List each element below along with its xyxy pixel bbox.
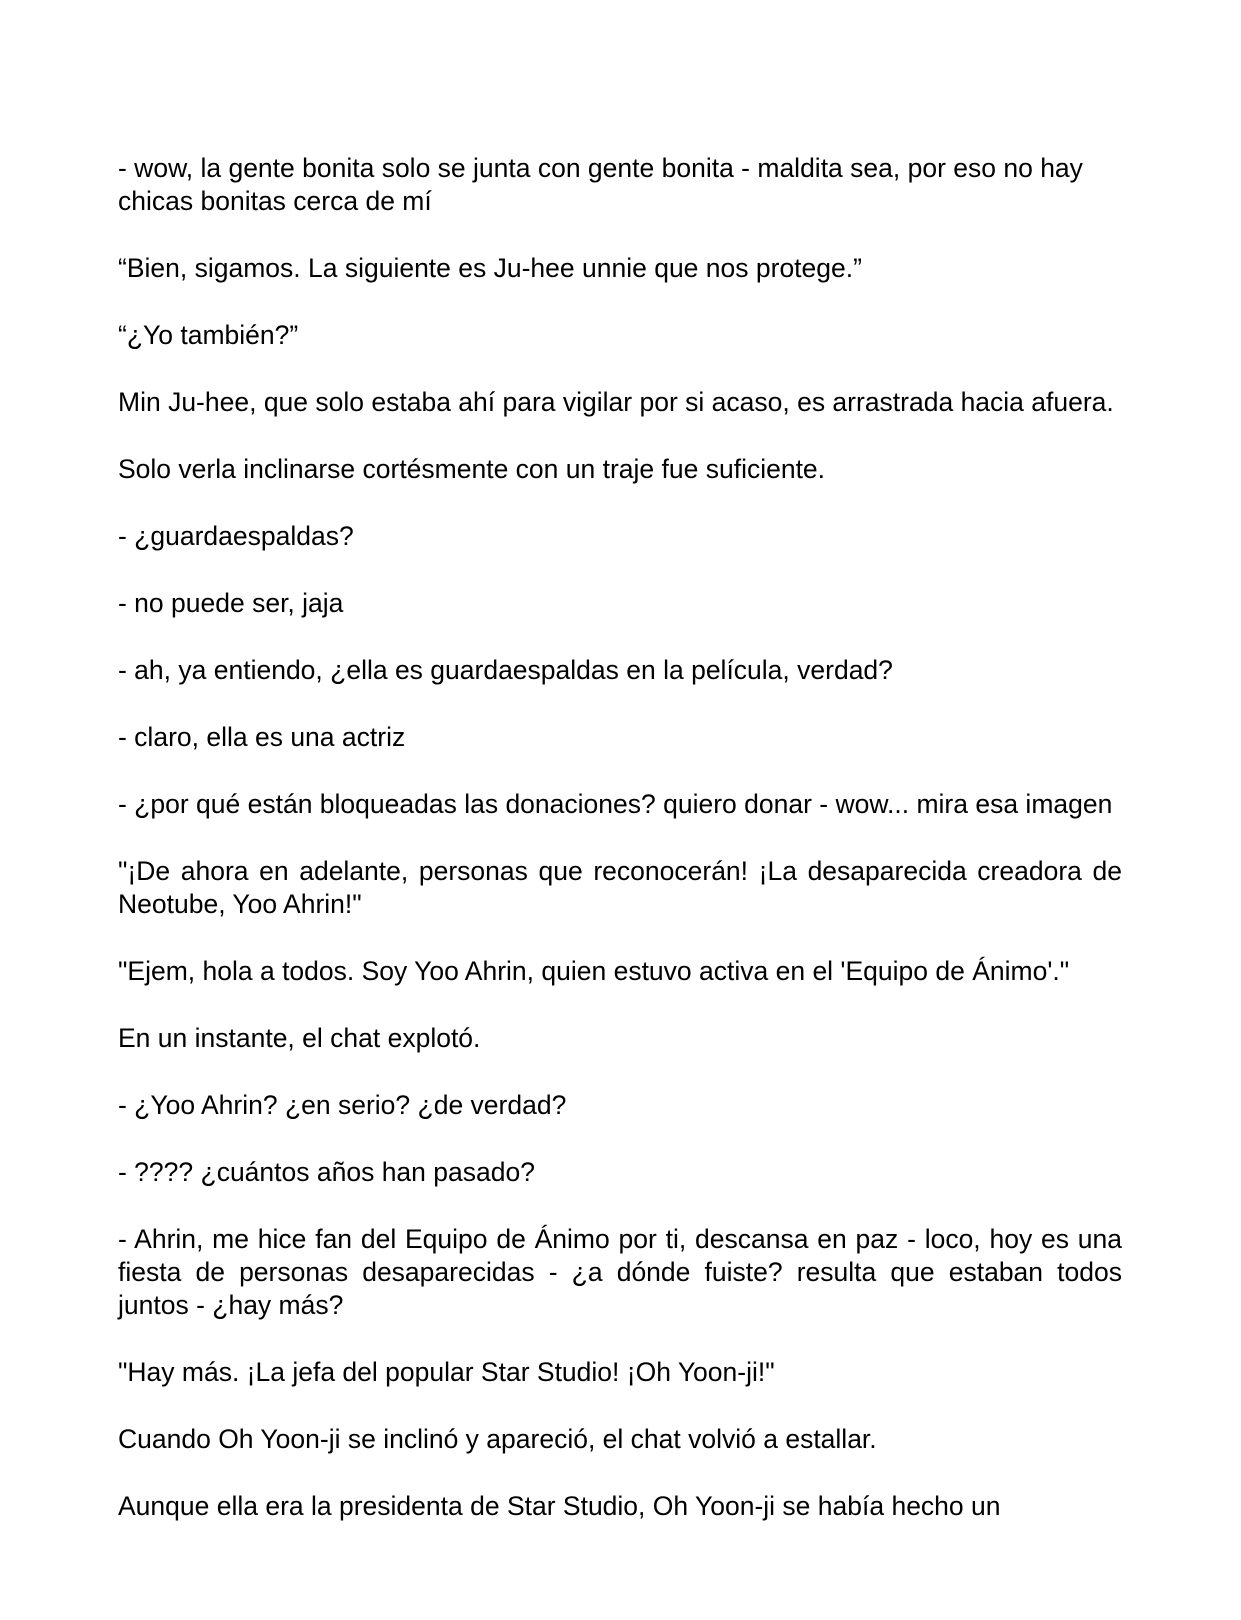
chat-line: - claro, ella es una actriz bbox=[118, 722, 406, 752]
chat-line: - ???? ¿cuántos años han pasado? bbox=[118, 1157, 535, 1187]
narration-paragraph: Solo verla inclinarse cortésmente con un traje fue suficiente. bbox=[118, 454, 826, 484]
chat-line: - wow, la gente bonita solo se junta con gente bonita - maldita sea, por eso no hay chicas bonitas cerca de mí bbox=[118, 153, 1083, 216]
chat-line: - ¿por qué están bloqueadas las donaciones? quiero donar - wow... mira esa imagen bbox=[118, 789, 1113, 819]
chat-line: - no puede ser, jaja bbox=[118, 588, 344, 618]
narration-paragraph: Min Ju-hee, que solo estaba ahí para vigilar por si acaso, es arrastrada hacia afuera. bbox=[118, 387, 1114, 417]
dialogue-paragraph: "¡De ahora en adelante, personas que reconocerán! ¡La desaparecida creadora de Neotube, Yoo Ahrin!" bbox=[118, 856, 1122, 919]
chat-line: - Ahrin, me hice fan del Equipo de Ánimo por ti, descansa en paz - loco, hoy es una fiesta de personas desaparecidas - ¿a dónde fuiste? resulta que estaban todos juntos - ¿hay más? bbox=[118, 1224, 1122, 1320]
dialogue-paragraph: "Ejem, hola a todos. Soy Yoo Ahrin, quien estuvo activa en el 'Equipo de Ánimo'." bbox=[118, 956, 1070, 986]
chat-line: - ah, ya entiendo, ¿ella es guardaespaldas en la película, verdad? bbox=[118, 655, 893, 685]
narration-paragraph: Aunque ella era la presidenta de Star Studio, Oh Yoon-ji se había hecho un bbox=[118, 1491, 1001, 1521]
narration-paragraph: En un instante, el chat explotó. bbox=[118, 1023, 481, 1053]
document-body bbox=[118, 152, 1122, 1557]
dialogue-paragraph: "Hay más. ¡La jefa del popular Star Studio! ¡Oh Yoon-ji!" bbox=[118, 1357, 775, 1387]
dialogue-paragraph: “Bien, sigamos. La siguiente es Ju-hee unnie que nos protege.” bbox=[118, 253, 862, 283]
dialogue-paragraph: “¿Yo también?” bbox=[118, 320, 299, 350]
narration-paragraph: Cuando Oh Yoon-ji se inclinó y apareció, el chat volvió a estallar. bbox=[118, 1424, 877, 1454]
chat-line: - ¿guardaespaldas? bbox=[118, 521, 354, 551]
chat-line: - ¿Yoo Ahrin? ¿en serio? ¿de verdad? bbox=[118, 1090, 567, 1120]
